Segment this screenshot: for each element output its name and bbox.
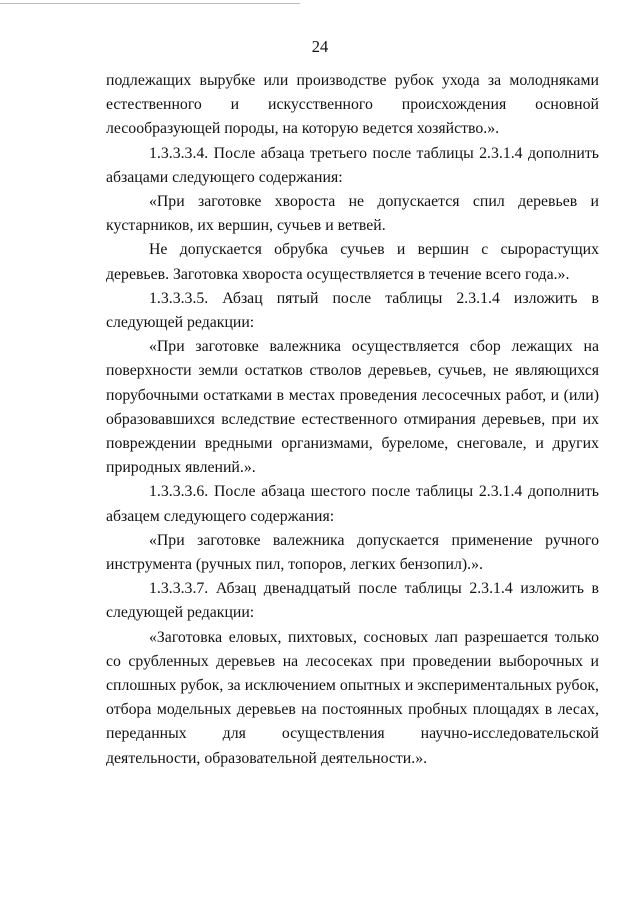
paragraph-amendment-1-3-3-3-4: 1.3.3.3.4. После абзаца третьего после таблицы 2.3.1.4 дополнить абзацами следующего содержания: (106, 144, 599, 186)
paragraph-quote-deadwood-tools: «При заготовке валежника допускается применение ручного инструмента (ручных пил, топоров, легких бензопил).». (106, 531, 599, 574)
paragraph-quote-brushwood-1: «При заготовке хвороста не допускается спил деревьев и кустарников, их вершин, сучьев и ветвей. (106, 193, 599, 235)
paragraph-amendment-1-3-3-3-5: 1.3.3.3.5. Абзац пятый после таблицы 2.3.1.4 изложить в следующей редакции: (106, 289, 599, 332)
paragraph-amendment-1-3-3-3-7: 1.3.3.3.7. Абзац двенадцатый после таблицы 2.3.1.4 изложить в следующей редакции: (106, 580, 599, 622)
paragraph-continuation: подлежащих вырубке или производстве рубок ухода за молодняками естественного и искусственного происхождения основной лесообразующей породы, на которую ведется хозяйство.». (106, 72, 599, 138)
paragraph-quote-deadwood-collection: «При заготовке валежника осуществляется сбор лежащих на поверхности земли остатков стволов деревьев, сучьев, не являющихся порубочными остатками в местах проведения лесосечных работ, и (или) образовавшихся вследствие естественного отмирания деревьев, при их повреждении вредными организмами, буреломе, снеговале, и других природных явлений.». (106, 338, 599, 477)
page-number: 24 (311, 37, 329, 56)
paragraph-quote-conifer-branches: «Заготовка еловых, пихтовых, сосновых лап разрешается только со срубленных деревьев на лесосеках при проведении выборочных и сплошных рубок, за исключением опытных и экспериментальных рубок, отбора модельных деревьев на постоянных пробных площадях в лесах, переданных для осуществления научно-исследовательской деятельности, образовательной деятельности.». (106, 628, 599, 767)
document-body (106, 69, 599, 771)
paragraph-quote-brushwood-2: Не допускается обрубка сучьев и вершин с сырорастущих деревьев. Заготовка хвороста осуществляется в течение всего года.». (106, 241, 599, 283)
paragraph-amendment-1-3-3-3-6: 1.3.3.3.6. После абзаца шестого после таблицы 2.3.1.4 дополнить абзацем следующего содержания: (106, 483, 599, 525)
top-edge-rule (0, 3, 300, 4)
